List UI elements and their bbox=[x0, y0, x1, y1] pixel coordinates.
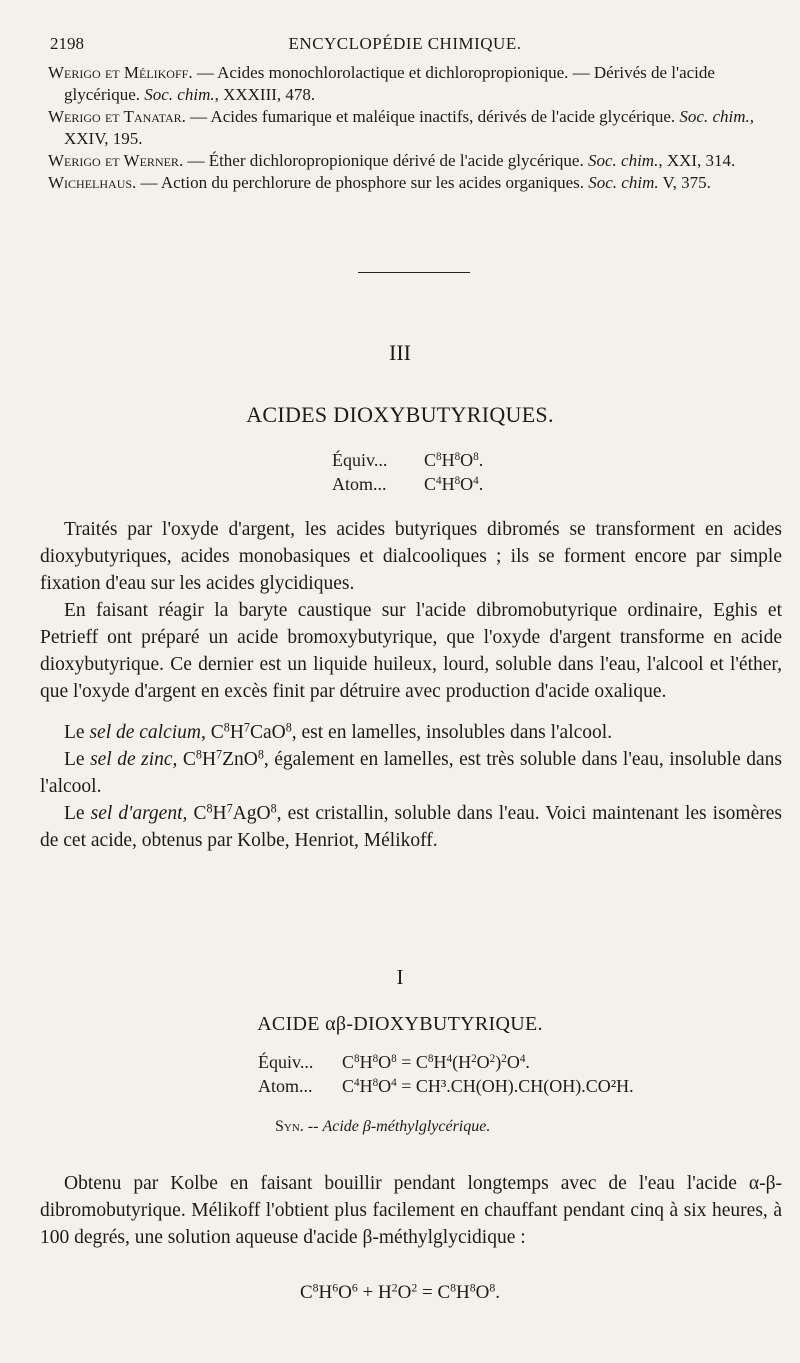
zinc-lead: Le bbox=[64, 749, 91, 770]
reference-journal: Soc. chim. bbox=[588, 173, 659, 192]
reference-authors: Werigo et Mélikoff. bbox=[48, 63, 193, 82]
running-title: ENCYCLOPÉDIE CHIMIQUE. bbox=[288, 34, 522, 53]
paragraph: En faisant réagir la baryte caustique sur l'acide dibromobutyrique ordinaire, Eghis et Petrieff ont préparé un acide bromoxybutyrique, que l'oxyde d'argent transforme en acide dioxybutyrique. Ce dernier est un liquide huileux, lourd, soluble dans l'eau, l'alcool et l'éther, que l'oxyde d'argent en excès finit par détruire avec production d'acide oxalique. bbox=[40, 600, 782, 702]
reference-entry bbox=[48, 62, 783, 106]
calcium-salt-paragraph: Le sel de calcium, $C^8H^7CaO^8$, est en lamelles, insolubles dans l'alcool. bbox=[64, 720, 613, 743]
section-number: III bbox=[389, 340, 411, 365]
section-divider bbox=[358, 272, 470, 273]
reference-text: — Acides monochlorolactique et dichloropropionique. — Dérivés de l'acide glycérique. bbox=[64, 63, 715, 104]
silver-lead: Le bbox=[64, 803, 91, 824]
calcium-salt-name: sel de calcium, bbox=[89, 722, 206, 743]
reaction-equation: $C^8H^6O^6 + H^2O^2 = C^8H^8O^8$. bbox=[299, 1281, 501, 1303]
atom-formula: Atom... $C^4H^8O^4$. bbox=[332, 474, 484, 494]
silver-salt-paragraph: Le sel d'argent, $C^8H^7AgO^8$, est cristallin, soluble dans l'eau. Voici maintenant les isomères de cet acide, obtenus par Kolbe, Henriot, Mélikoff. bbox=[40, 801, 782, 851]
subsection-formula-block bbox=[258, 1050, 634, 1098]
subsection-body bbox=[40, 1170, 782, 1251]
page-header bbox=[50, 34, 760, 56]
reference-authors: Werigo et Tanatar. bbox=[48, 107, 186, 126]
calcium-lead: Le bbox=[64, 722, 90, 743]
section-title: ACIDES DIOXYBUTYRIQUES. bbox=[246, 402, 554, 427]
page-number: 2198 bbox=[50, 34, 84, 53]
silver-salt-text: , est cristallin, soluble dans l'eau. Voici maintenant les isomères de cet acide, obtenus par Kolbe, Henriot, Mélikoff. bbox=[40, 803, 782, 851]
bibliography-list bbox=[48, 62, 783, 194]
calcium-salt-text: , est en lamelles, insolubles dans l'alcool. bbox=[291, 722, 613, 743]
atom-formula-tail: = CH³.CH(OH).CH(OH).CO²H. bbox=[396, 1076, 634, 1096]
equiv-formula: Équiv... $C^8H^8O^8$. bbox=[332, 450, 484, 470]
synonym-label: Syn. bbox=[275, 1118, 304, 1135]
reference-tail: V, 375. bbox=[658, 173, 711, 192]
reference-tail: , XXIV, 195. bbox=[64, 107, 755, 148]
silver-salt-name: sel d'argent, bbox=[90, 803, 188, 824]
atom-label: Atom... bbox=[332, 474, 387, 494]
reference-authors: Werigo et Werner. bbox=[48, 151, 184, 170]
zinc-salt-text: , également en lamelles, est très soluble dans l'eau, insoluble dans l'alcool. bbox=[40, 749, 782, 797]
reference-text: — Éther dichloropropionique dérivé de l'acide glycérique. bbox=[183, 151, 588, 170]
synonym-text: Acide β-méthylglycérique. bbox=[322, 1118, 491, 1135]
equiv-label: Équiv... bbox=[258, 1052, 314, 1072]
reference-entry bbox=[48, 106, 783, 150]
reference-journal: Soc. chim. bbox=[679, 107, 750, 126]
atom-formula: Atom... $C^4H^8O^4 = CH^3.CH(OH).CH(OH).CO^2H$. bbox=[258, 1076, 634, 1096]
reference-tail: , XXXIII, 478. bbox=[214, 85, 316, 104]
reference-journal: Soc. chim. bbox=[144, 85, 215, 104]
reference-authors: Wichelhaus. bbox=[48, 173, 137, 192]
atom-label: Atom... bbox=[258, 1076, 313, 1096]
synonym-dash: -- bbox=[303, 1118, 323, 1135]
section-body bbox=[40, 516, 782, 854]
zinc-salt-paragraph: Le sel de zinc, $C^8H^7ZnO^8$, également en lamelles, est très soluble dans l'eau, insoluble dans l'alcool. bbox=[40, 747, 782, 797]
reference-entry bbox=[48, 150, 783, 172]
synonym-line bbox=[275, 1118, 490, 1136]
zinc-salt-name: sel de zinc, bbox=[90, 749, 178, 770]
reference-text: — Action du perchlorure de phosphore sur les acides organiques. bbox=[136, 173, 589, 192]
section-formula-block bbox=[332, 448, 483, 496]
paragraph: Obtenu par Kolbe en faisant bouillir pendant longtemps avec de l'eau l'acide α-β-dibromobutyrique. Mélikoff l'obtient plus facilement en chauffant pendant cinq à six heures, à 100 degrés, une solution aqueuse d'acide β-méthylglycidique : bbox=[40, 1173, 782, 1248]
subsection-title: ACIDE αβ-DIOXYBUTYRIQUE. bbox=[257, 1013, 543, 1035]
equiv-formula: Équiv... $C^8H^8O^8 = C^8H^4(H^2O^2)^2O^4$. bbox=[258, 1052, 530, 1072]
reference-journal: Soc. chim. bbox=[587, 151, 659, 170]
paragraph: Traités par l'oxyde d'argent, les acides butyriques dibromés se transforment en acides dioxybutyriques, acides monobasiques et dialcooliques ; ils se forment encore par simple fixation d'eau sur les acides glycidiques. bbox=[40, 519, 782, 594]
reference-text: — Acides fumarique et maléique inactifs, dérivés de l'acide glycérique. bbox=[185, 107, 680, 126]
reference-entry bbox=[48, 172, 783, 194]
equiv-label: Équiv... bbox=[332, 450, 388, 470]
subsection-number: I bbox=[396, 965, 404, 989]
reference-tail: , XXI, 314. bbox=[658, 151, 736, 170]
